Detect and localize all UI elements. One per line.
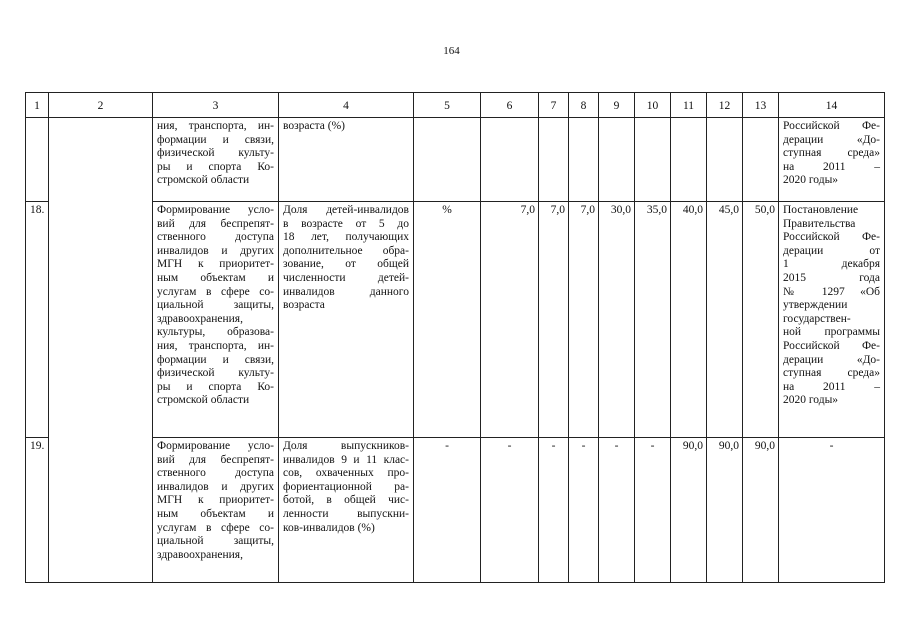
page-number: 164	[443, 45, 460, 57]
cell-line: формации и связи,	[157, 353, 274, 366]
cell-line: МГН к приоритет-	[157, 258, 274, 271]
unit-cell: -	[414, 438, 481, 583]
table-row	[26, 202, 885, 438]
header-cell: 7	[539, 93, 569, 118]
header-cell: 8	[569, 93, 599, 118]
header-cell: 2	[49, 93, 153, 118]
indicator-cell	[279, 202, 414, 438]
value-cell: -	[481, 438, 539, 583]
cell-line: фориентационной ра-	[283, 480, 409, 493]
cell-line: ным объектам и	[157, 271, 274, 284]
basis-cell	[779, 202, 885, 438]
cell-line: возраста	[283, 299, 325, 312]
value-cell	[569, 118, 599, 202]
cell-line: 2015 года	[783, 271, 880, 284]
cell-line: на 2011 –	[783, 160, 880, 173]
header-cell: 13	[743, 93, 779, 118]
basis-cell	[779, 118, 885, 202]
cell-line: Российской Фе-	[783, 339, 880, 352]
value-cell	[539, 118, 569, 202]
cell-line: здравоохранения,	[157, 548, 243, 561]
value-cell: 35,0	[635, 202, 671, 438]
value-cell: 7,0	[539, 202, 569, 438]
header-cell: 10	[635, 93, 671, 118]
cell-line: ленности выпускни-	[283, 507, 409, 520]
value-cell	[635, 118, 671, 202]
cell-line: ступная среда»	[783, 147, 880, 160]
cell-line: Формирование усло-	[157, 440, 274, 452]
cell-line: дерации «До-	[783, 353, 880, 366]
header-cell: 14	[779, 93, 885, 118]
unit-cell	[414, 118, 481, 202]
value-cell: -	[635, 438, 671, 583]
header-cell: 6	[481, 93, 539, 118]
value-cell	[599, 118, 635, 202]
cell-line: культуры, образова-	[157, 326, 274, 339]
cell-line: Российской Фе-	[783, 120, 880, 132]
basis-cell	[779, 438, 885, 583]
cell-line: ния, транспорта, ин-	[157, 339, 274, 352]
value-cell: 90,0	[743, 438, 779, 583]
cell-line: стромской области	[157, 174, 250, 187]
row-number-cell	[26, 118, 49, 202]
cell-line: Формирование усло-	[157, 204, 274, 216]
cell-line: инвалидов и других	[157, 480, 274, 493]
value-cell: -	[539, 438, 569, 583]
indicator-cell	[279, 118, 414, 202]
table-row	[26, 438, 885, 583]
cell-line: ков-инвалидов (%)	[283, 521, 375, 534]
row-number-cell: 18.	[26, 202, 49, 438]
value-cell: 50,0	[743, 202, 779, 438]
value-cell	[481, 118, 539, 202]
cell-line: ры и спорта Ко-	[157, 380, 274, 393]
cell-line: Российской Фе-	[783, 231, 880, 244]
cell-line: ственного доступа	[157, 231, 274, 244]
cell-line: инвалидов данного	[283, 285, 409, 298]
measure-cell	[153, 438, 279, 583]
value-cell: 7,0	[569, 202, 599, 438]
cell-line: инвалидов и других	[157, 244, 274, 257]
cell-line: циальной защиты,	[157, 299, 274, 312]
value-cell: 7,0	[481, 202, 539, 438]
cell-line: Правительства	[783, 217, 856, 230]
cell-line: ным объектам и	[157, 507, 274, 520]
value-cell: 40,0	[671, 202, 707, 438]
header-cell: 11	[671, 93, 707, 118]
cell-line: возраста (%)	[283, 120, 345, 132]
indicator-cell	[279, 438, 414, 583]
value-cell	[707, 118, 743, 202]
cell-line: ственного доступа	[157, 467, 274, 480]
cell-line: здравоохранения,	[157, 312, 243, 325]
cell-line: численности детей-	[283, 271, 409, 284]
cell-line: дерации от	[783, 244, 880, 257]
column-number-row	[26, 93, 885, 118]
measure-cell	[153, 202, 279, 438]
cell-line: № 1297 «Об	[783, 285, 880, 298]
cell-line: Доля выпускников-	[283, 440, 409, 452]
cell-line: -	[829, 440, 834, 452]
cell-line: дерации «До-	[783, 133, 880, 146]
cell-line: физической культу-	[157, 147, 274, 160]
cell-line: Постановление	[783, 204, 859, 216]
cell-line: ной программы	[783, 326, 880, 339]
cell-line: физической культу-	[157, 367, 274, 380]
cell-line: 1 декабря	[783, 258, 880, 271]
cell-line: услугам в сфере со-	[157, 285, 274, 298]
cell-line: 2020 годы»	[783, 174, 839, 187]
value-cell	[671, 118, 707, 202]
indicators-table	[25, 92, 885, 583]
cell-line: Доля детей-инвалидов	[283, 204, 409, 216]
value-cell: 30,0	[599, 202, 635, 438]
value-cell	[743, 118, 779, 202]
cell-line: сов, охваченных про-	[283, 467, 409, 480]
cell-line: вий для беспрепят-	[157, 217, 274, 230]
header-cell: 3	[153, 93, 279, 118]
value-cell: 90,0	[707, 438, 743, 583]
cell-line: зование, от общей	[283, 258, 409, 271]
cell-line: инвалидов 9 и 11 клас-	[283, 453, 409, 466]
value-cell: -	[599, 438, 635, 583]
cell-line: МГН к приоритет-	[157, 494, 274, 507]
cell-line: дополнительное обра-	[283, 244, 409, 257]
cell-line: формации и связи,	[157, 133, 274, 146]
cell-line: услугам в сфере со-	[157, 521, 274, 534]
cell-line: ния, транспорта, ин-	[157, 120, 274, 132]
header-cell: 5	[414, 93, 481, 118]
header-cell: 4	[279, 93, 414, 118]
header-cell: 12	[707, 93, 743, 118]
cell-line: циальной защиты,	[157, 535, 274, 548]
cell-line: в возрасте от 5 до	[283, 217, 409, 230]
cell-line: 2020 годы»	[783, 394, 839, 407]
cell-line: ботой, в общей чис-	[283, 494, 409, 507]
measure-cell	[153, 118, 279, 202]
cell-line: 18 лет, получающих	[283, 231, 409, 244]
cell-line: на 2011 –	[783, 380, 880, 393]
empty-merged-cell	[49, 118, 153, 583]
value-cell: 45,0	[707, 202, 743, 438]
cell-line: вий для беспрепят-	[157, 453, 274, 466]
cell-line: ступная среда»	[783, 367, 880, 380]
value-cell: 90,0	[671, 438, 707, 583]
cell-line: ры и спорта Ко-	[157, 160, 274, 173]
cell-line: стромской области	[157, 394, 250, 407]
header-cell: 1	[26, 93, 49, 118]
cell-line: утверждении	[783, 299, 848, 312]
row-number-cell: 19.	[26, 438, 49, 583]
unit-cell: %	[414, 202, 481, 438]
header-cell: 9	[599, 93, 635, 118]
table-row	[26, 118, 885, 202]
cell-line: государствен-	[783, 312, 851, 325]
value-cell: -	[569, 438, 599, 583]
